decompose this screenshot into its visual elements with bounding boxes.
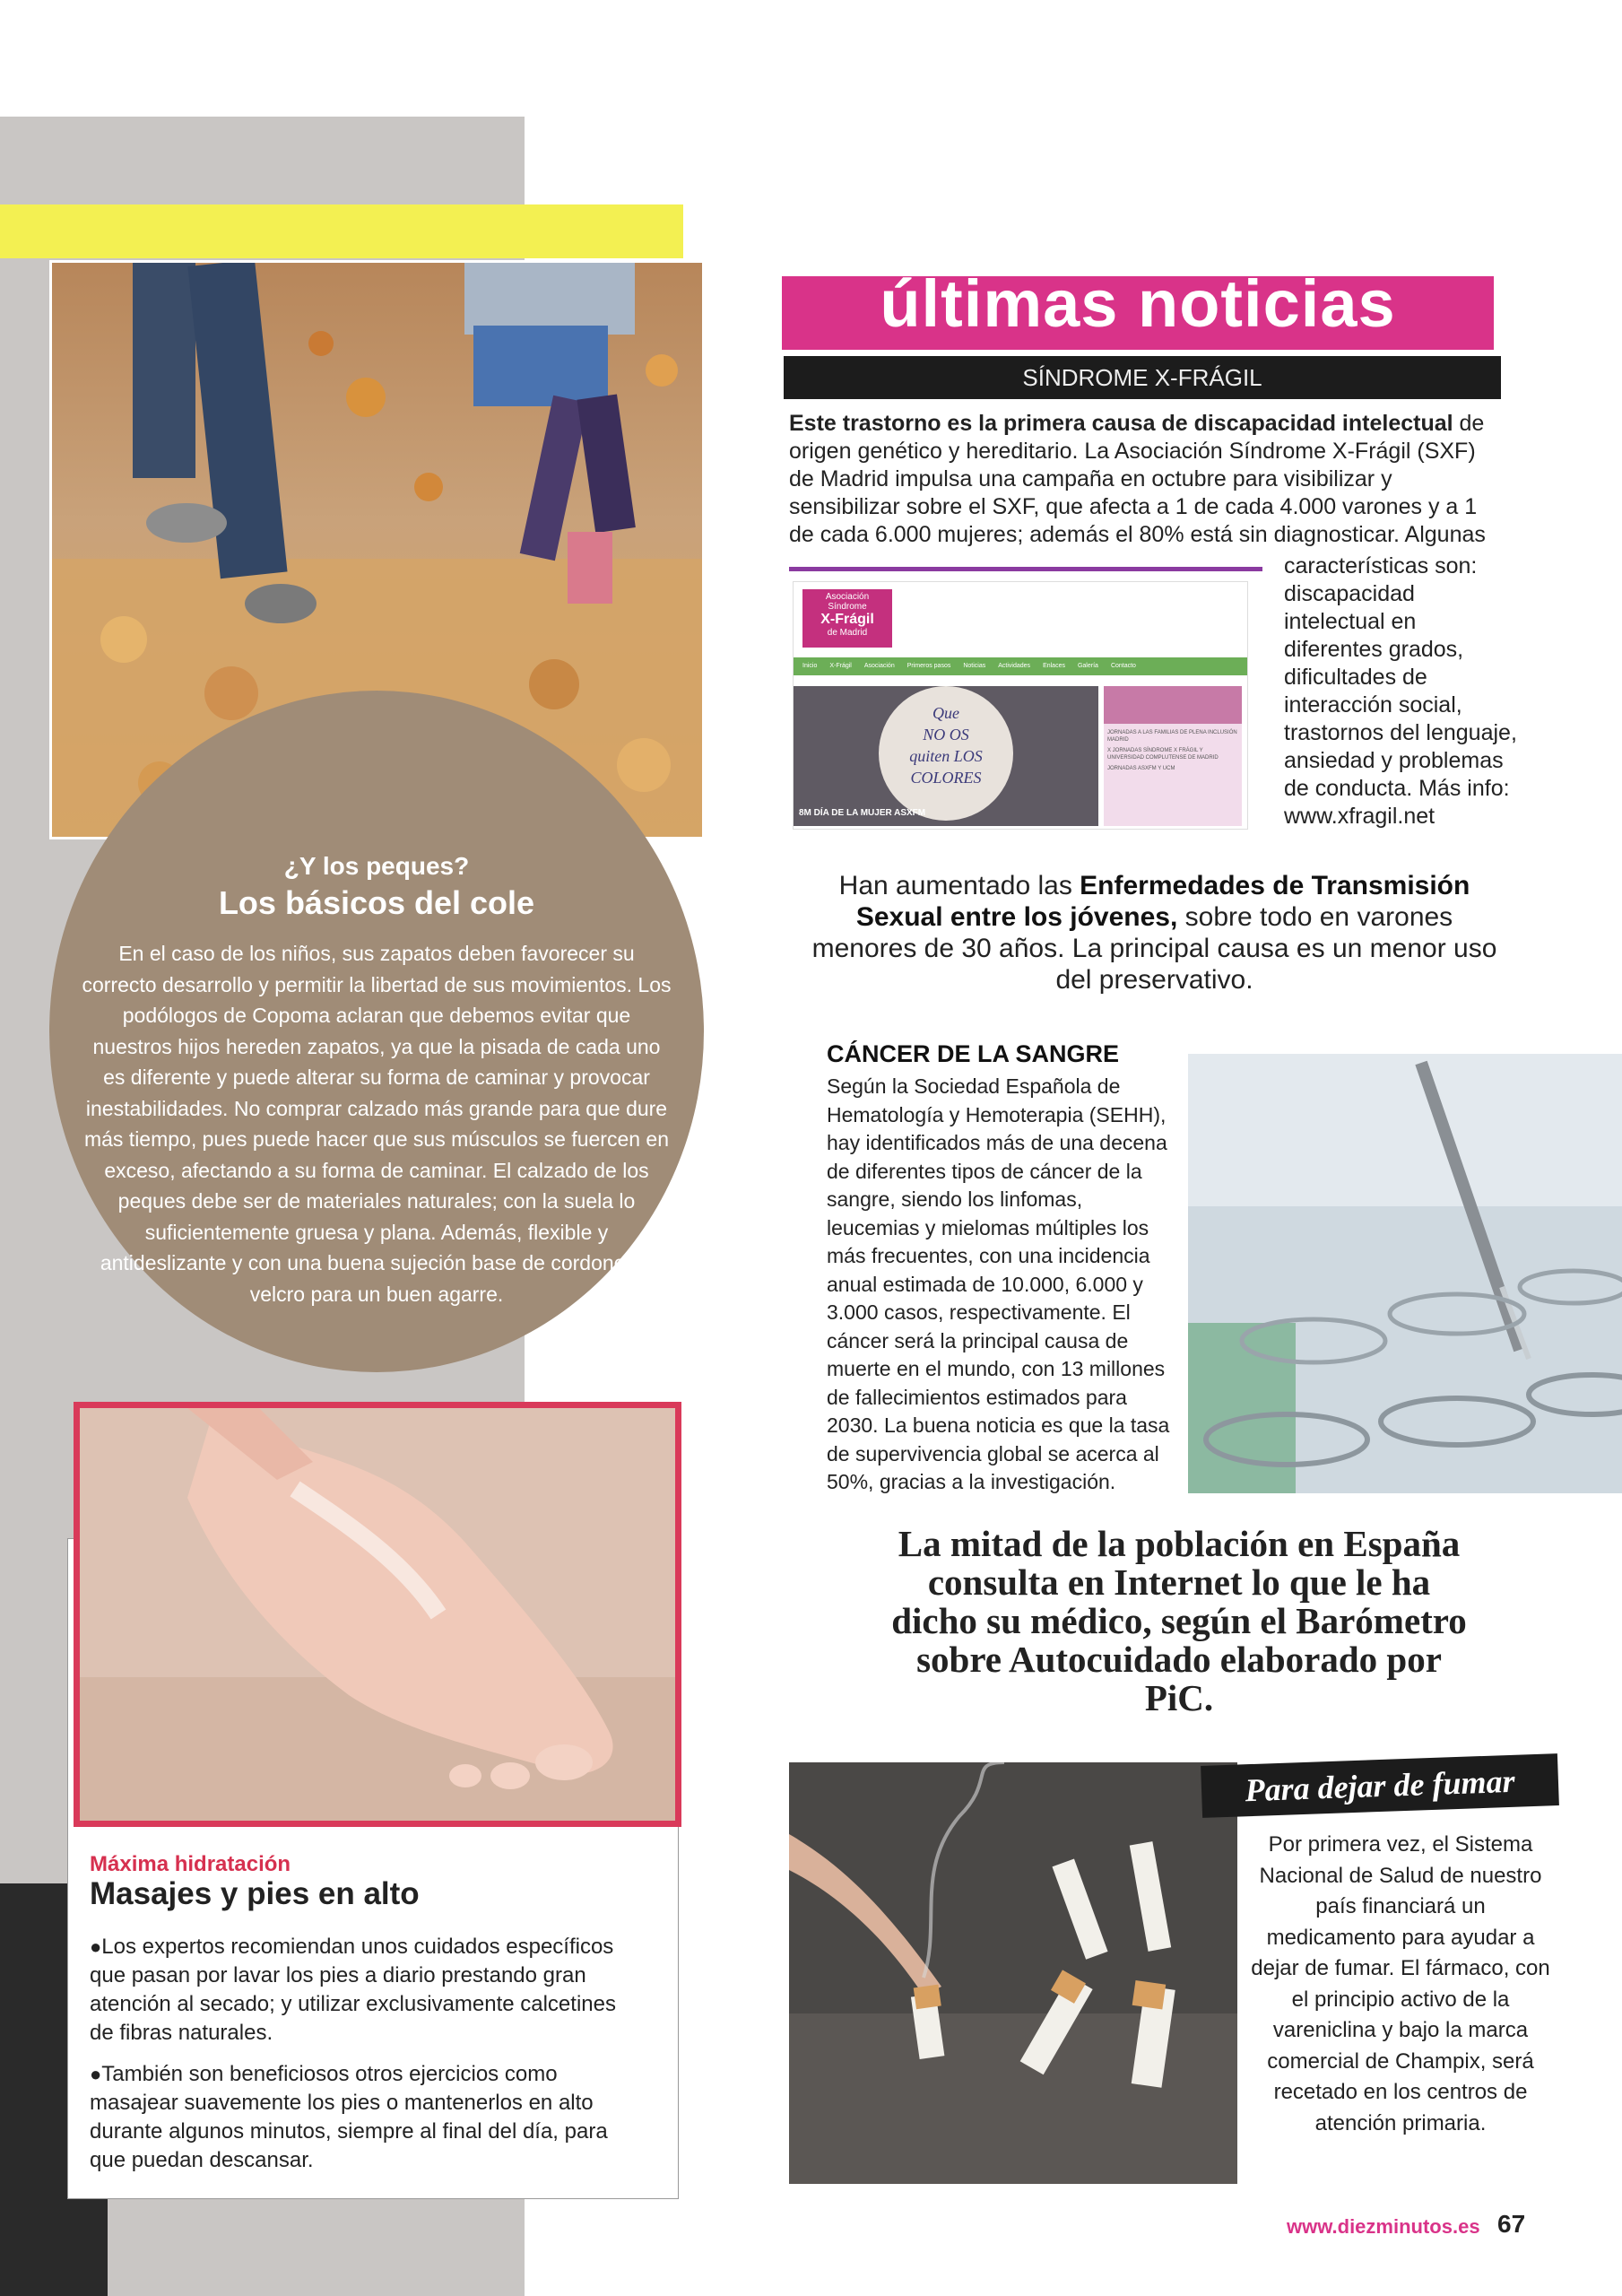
test-tubes-photo — [1188, 1054, 1622, 1493]
pic-quote: La mitad de la población en España consulta en Internet lo que le ha dicho su médico, según el Barómetro sobre Autocuidado elaborado por PiC. — [891, 1523, 1467, 1718]
cole-title: Los básicos del cole — [218, 884, 535, 921]
protest-sign: Que NO OS quiten LOS COLORES — [879, 686, 1013, 821]
xfragil-lead-text: de origen genético y hereditario. La Asociación Síndrome X-Frágil (SXF) de Madrid impulsa una campaña en octubre para visibilizar y sensibilizar sobre el SXF, que afecta a 1 de cada 4.000 varones y a 1 de cada 6.000 mujeres; además el 80% está sin diagnosticar. Algunas — [789, 411, 1486, 547]
website-nav-item: Contacto — [1110, 663, 1136, 669]
website-nav-item: Enlaces — [1043, 663, 1065, 669]
ets-pre: Han aumentado las — [838, 871, 1080, 900]
website-nav-item: Asociación — [863, 663, 895, 669]
website-hero-photo — [794, 686, 1098, 826]
xfragil-logo: Asociación Síndrome X-Frágil de Madrid — [802, 589, 892, 648]
website-nav-item: Actividades — [998, 663, 1031, 669]
cancer-title: CÁNCER DE LA SANGRE — [827, 1040, 1120, 1067]
yellow-accent-bar — [0, 204, 683, 258]
cole-body: En el caso de los niños, sus zapatos deben favorecer su correcto desarrollo y permitir la libertad de sus movimientos. Los podólogos de Copoma aclaran que debemos evitar que nuestros hijos hereden zapatos, ya que la pisada de cada uno es diferente y puede alterar su forma de caminar y provocar inestabilidades. No comprar calzado más grande para que dure más tiempo, pues puede hacer que sus músculos se fuercen en exceso, afectando a su forma de caminar. El calzado de los peques debe ser de materiales naturales; con la suela lo suficientemente gruesa y plana. Además, flexible y antideslizante y con una buena sujeción base de cordones o velcro para un buen agarre. — [82, 942, 672, 1306]
smoking-tag: Para dejar de fumar — [1201, 1753, 1559, 1818]
website-nav-item: X-Frágil — [829, 663, 852, 669]
ets-post: sobre todo en varones menores de 30 años. La principal causa es un menor uso del preservativo. — [811, 902, 1497, 995]
xfragil-side-text: características son: discapacidad intelectual en diferentes grados, dificultades de interacción social, trastornos del lenguaje, ansiedad y problemas de conducta. Más info: www.xfragil.net — [1284, 553, 1517, 829]
xfragil-website-screenshot — [793, 581, 1248, 830]
website-nav — [794, 657, 1247, 675]
website-nav-item: Noticias — [963, 663, 986, 669]
feet-title: Masajes y pies en alto — [90, 1876, 420, 1911]
xfragil-section-label: SÍNDROME X-FRÁGIL — [784, 356, 1501, 399]
news-banner-title: últimas noticias — [880, 266, 1396, 341]
website-hero-caption: 8M DÍA DE LA MUJER ASXFM — [799, 808, 926, 818]
website-nav-item: Galería — [1077, 663, 1098, 669]
smoking-body: Por primera vez, el Sistema Nacional de Salud de nuestro país financiará un medicamento para ayudar a dejar de fumar. El fármaco, con el principio activo de la vareniclina y bajo la marca comercial de Champix, será recetado en los centros de atención primaria. — [1251, 1832, 1550, 2135]
xfragil-lead-bold: Este trastorno es la primera causa de discapacidad intelectual — [789, 411, 1453, 436]
feet-paragraph-1 — [90, 1933, 646, 2048]
website-nav-item: Primeros pasos — [906, 663, 951, 669]
cigarettes-photo — [789, 1762, 1237, 2184]
ets-highlight — [789, 870, 1520, 1027]
bullet-icon: ● — [90, 1935, 102, 1958]
cancer-body: Según la Sociedad Española de Hematología y Hemoterapia (SEHH), hay identificados más de una decena de diferentes tipos de cáncer de la sangre, siendo los linfomas, leucemias y mielomas múltiples los más frecuentes, con una incidencia anual estimada de 10.000, 6.000 y 3.000 casos, respectivamente. El cáncer será la principal causa de muerte en el mundo, con 13 millones de fallecimientos estimados para 2030. La buena noticia es que la tasa de supervivencia global se acerca al 50%, gracias a la investigación. — [827, 1074, 1170, 1493]
website-nav-item: Inicio — [802, 663, 818, 669]
xfragil-body — [789, 410, 1506, 549]
bullet-icon: ● — [90, 2063, 102, 2085]
page-number: 67 — [1497, 2210, 1526, 2238]
cole-kicker: ¿Y los peques? — [283, 852, 470, 880]
website-side-news: JORNADAS A LAS FAMILIAS DE PLENA INCLUSIÓN MADRID X JORNADAS SÍNDROME X FRÁGIL Y UNIVERSIDAD COMPLUTENSE DE MADRID JORNADAS ASXFM Y UCM — [1104, 686, 1242, 826]
foot-cream-photo — [74, 1402, 681, 1827]
feet-paragraph-1-text: Los expertos recomiendan unos cuidados específicos que pasan por lavar los pies a diario prestando gran atención al secado; y utilizar exclusivamente calcetines de fibras naturales. — [90, 1935, 616, 2045]
feet-paragraph-2 — [90, 2060, 646, 2175]
website-top-strip — [789, 567, 1262, 571]
feet-paragraph-2-text: También son beneficiosos otros ejercicios como masajear suavemente los pies o mantenerlos en alto durante algunos minutos, siempre al final del día, para que puedan descansar. — [90, 2062, 608, 2172]
footer-url[interactable]: www.diezminutos.es — [1287, 2215, 1480, 2238]
feet-kicker: Máxima hidratación — [90, 1852, 291, 1876]
feet-body — [90, 1933, 646, 2187]
ets-bold: Enfermedades de Transmisión Sexual entre los jóvenes, — [855, 871, 1470, 932]
cole-article — [81, 852, 672, 1309]
